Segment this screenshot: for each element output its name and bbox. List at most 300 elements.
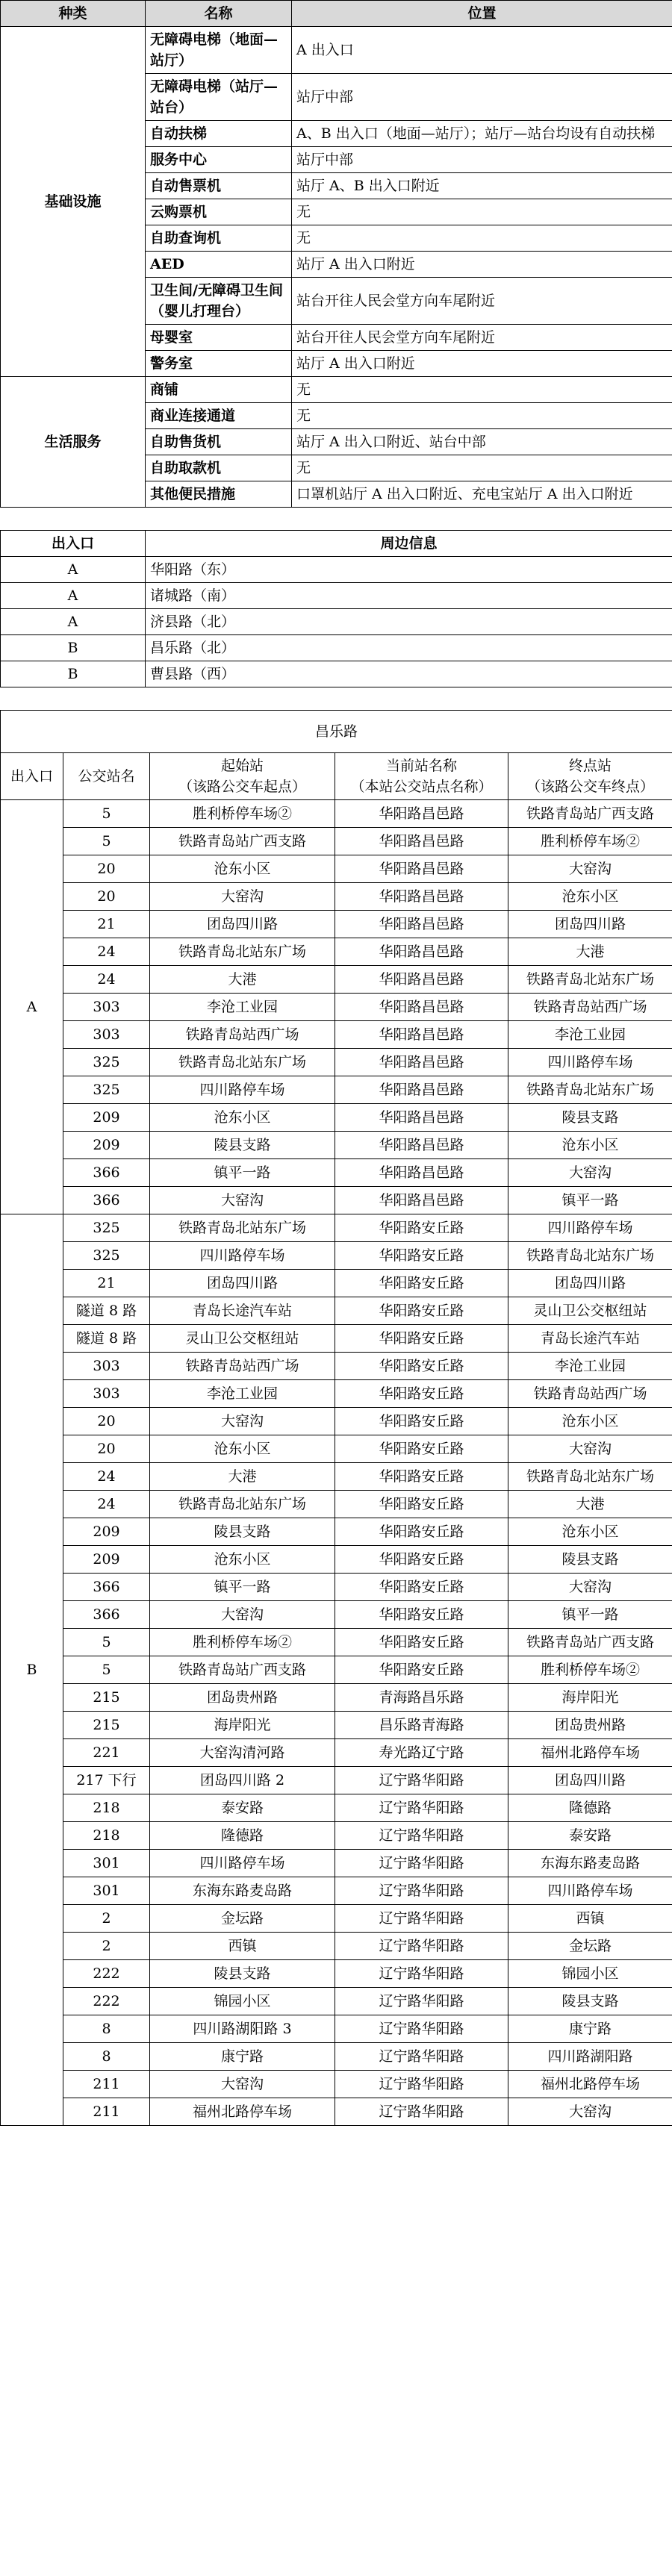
bus-current: 华阳路昌邑路	[335, 1132, 508, 1159]
bus-route: 20	[63, 1408, 150, 1435]
bus-start: 团岛四川路	[150, 1270, 335, 1297]
bus-route: 215	[63, 1712, 150, 1739]
exit-row	[1, 583, 672, 609]
facility-location: A 出入口	[292, 27, 672, 74]
bus-start: 海岸阳光	[150, 1712, 335, 1739]
bus-current: 华阳路安丘路	[335, 1353, 508, 1380]
bus-row	[1, 1380, 672, 1408]
bus-current: 华阳路昌邑路	[335, 966, 508, 994]
exit-row	[1, 635, 672, 661]
bus-current: 青海路昌乐路	[335, 1684, 508, 1712]
facility-location: 无	[292, 225, 672, 252]
bus-start: 陵县支路	[150, 1518, 335, 1546]
bus-route: 24	[63, 938, 150, 966]
bus-route: 21	[63, 1270, 150, 1297]
bus-current: 华阳路昌邑路	[335, 938, 508, 966]
bus-route: 211	[63, 2071, 150, 2098]
bus-route: 2	[63, 1905, 150, 1933]
facility-name: 自助售货机	[146, 429, 292, 455]
bus-start: 胜利桥停车场②	[150, 1629, 335, 1656]
bus-start: 四川路湖阳路 3	[150, 2015, 335, 2043]
bus-start: 大港	[150, 966, 335, 994]
bus-start: 铁路青岛站西广场	[150, 1021, 335, 1049]
bus-current: 华阳路昌邑路	[335, 1104, 508, 1132]
bus-start: 大窑沟	[150, 1601, 335, 1629]
bus-current: 华阳路昌邑路	[335, 1076, 508, 1104]
bus-start: 四川路停车场	[150, 1850, 335, 1877]
bus-route: 209	[63, 1518, 150, 1546]
bus-route: 24	[63, 1491, 150, 1518]
bus-current: 华阳路昌邑路	[335, 1021, 508, 1049]
bus-route: 24	[63, 966, 150, 994]
bus-row	[1, 1242, 672, 1270]
bus-current: 华阳路安丘路	[335, 1574, 508, 1601]
exit-label: A	[1, 609, 146, 635]
bus-route: 209	[63, 1546, 150, 1574]
exit-row	[1, 661, 672, 687]
bus-start: 镇平一路	[150, 1159, 335, 1187]
bus-row	[1, 1270, 672, 1297]
bus-end: 泰安路	[508, 1822, 672, 1850]
bus-row	[1, 1132, 672, 1159]
bus-row	[1, 1159, 672, 1187]
facility-name: 自助查询机	[146, 225, 292, 252]
bus-current: 华阳路安丘路	[335, 1629, 508, 1656]
facility-category: 生活服务	[1, 377, 146, 508]
facilities-header-row	[1, 1, 672, 27]
bus-start: 沧东小区	[150, 855, 335, 883]
bus-current: 辽宁路华阳路	[335, 1794, 508, 1822]
bus-route: 222	[63, 1988, 150, 2015]
bus-end: 铁路青岛北站东广场	[508, 1463, 672, 1491]
bus-end: 胜利桥停车场②	[508, 1656, 672, 1684]
bus-end: 镇平一路	[508, 1601, 672, 1629]
bus-end: 大港	[508, 1491, 672, 1518]
bus-route: 366	[63, 1187, 150, 1214]
bus-current: 华阳路安丘路	[335, 1380, 508, 1408]
bus-current: 辽宁路华阳路	[335, 1933, 508, 1960]
bus-current: 华阳路安丘路	[335, 1270, 508, 1297]
bus-end: 灵山卫公交枢纽站	[508, 1297, 672, 1325]
bus-row	[1, 2043, 672, 2071]
bus-end: 陵县支路	[508, 1546, 672, 1574]
bus-current: 华阳路安丘路	[335, 1601, 508, 1629]
bus-end: 大窑沟	[508, 855, 672, 883]
bus-start: 西镇	[150, 1933, 335, 1960]
facility-row	[1, 377, 672, 403]
bus-end: 铁路青岛站西广场	[508, 1380, 672, 1408]
bus-start: 四川路停车场	[150, 1076, 335, 1104]
header-bus-exit: 出入口	[1, 753, 63, 800]
facility-name: 自助取款机	[146, 455, 292, 481]
header-bus-end: 终点站 （该路公交车终点）	[508, 753, 672, 800]
bus-row	[1, 828, 672, 855]
exit-info: 曹县路（西）	[146, 661, 672, 687]
bus-row	[1, 1629, 672, 1656]
bus-route: 24	[63, 1463, 150, 1491]
exit-row	[1, 557, 672, 583]
bus-end: 胜利桥停车场②	[508, 828, 672, 855]
bus-current: 辽宁路华阳路	[335, 1877, 508, 1905]
bus-current: 辽宁路华阳路	[335, 1850, 508, 1877]
facility-location: 站厅 A 出入口附近、站台中部	[292, 429, 672, 455]
bus-route: 20	[63, 1435, 150, 1463]
bus-route: 8	[63, 2015, 150, 2043]
bus-row	[1, 911, 672, 938]
bus-current: 华阳路昌邑路	[335, 1049, 508, 1076]
bus-route: 303	[63, 1353, 150, 1380]
bus-current: 辽宁路华阳路	[335, 2071, 508, 2098]
exit-label: A	[1, 583, 146, 609]
bus-end: 大窑沟	[508, 1435, 672, 1463]
bus-route: 366	[63, 1159, 150, 1187]
bus-start: 团岛贵州路	[150, 1684, 335, 1712]
bus-route: 隧道 8 路	[63, 1325, 150, 1353]
bus-row	[1, 1076, 672, 1104]
bus-current: 华阳路安丘路	[335, 1242, 508, 1270]
bus-start: 福州北路停车场	[150, 2098, 335, 2126]
bus-row	[1, 1546, 672, 1574]
bus-route: 325	[63, 1242, 150, 1270]
bus-end: 金坛路	[508, 1933, 672, 1960]
bus-start: 青岛长途汽车站	[150, 1297, 335, 1325]
bus-current: 辽宁路华阳路	[335, 2098, 508, 2126]
bus-current: 华阳路安丘路	[335, 1297, 508, 1325]
bus-start: 大窑沟	[150, 1187, 335, 1214]
bus-current: 华阳路昌邑路	[335, 828, 508, 855]
bus-current: 辽宁路华阳路	[335, 1960, 508, 1988]
bus-end: 四川路停车场	[508, 1214, 672, 1242]
exit-row	[1, 609, 672, 635]
bus-start: 大窑沟	[150, 1408, 335, 1435]
bus-end: 铁路青岛北站东广场	[508, 1242, 672, 1270]
bus-station-title: 昌乐路	[1, 711, 672, 753]
bus-end: 团岛贵州路	[508, 1712, 672, 1739]
facility-location: 无	[292, 377, 672, 403]
bus-row	[1, 1601, 672, 1629]
facility-name: 自动扶梯	[146, 121, 292, 147]
bus-end: 青岛长途汽车站	[508, 1325, 672, 1353]
bus-end: 铁路青岛站西广场	[508, 994, 672, 1021]
bus-current: 寿光路辽宁路	[335, 1739, 508, 1767]
bus-start: 团岛四川路 2	[150, 1767, 335, 1794]
bus-start: 大窑沟	[150, 883, 335, 911]
bus-start: 锦园小区	[150, 1988, 335, 2015]
bus-start: 灵山卫公交枢纽站	[150, 1325, 335, 1353]
bus-start: 铁路青岛北站东广场	[150, 938, 335, 966]
bus-row	[1, 883, 672, 911]
bus-end: 铁路青岛北站东广场	[508, 1076, 672, 1104]
bus-row	[1, 1518, 672, 1546]
bus-current: 昌乐路青海路	[335, 1712, 508, 1739]
bus-end: 李沧工业园	[508, 1021, 672, 1049]
bus-row	[1, 1435, 672, 1463]
bus-row	[1, 1187, 672, 1214]
bus-title-row	[1, 711, 672, 753]
bus-row	[1, 1574, 672, 1601]
bus-route: 366	[63, 1601, 150, 1629]
exit-info: 诸城路（南）	[146, 583, 672, 609]
bus-start: 铁路青岛北站东广场	[150, 1049, 335, 1076]
bus-end: 大港	[508, 938, 672, 966]
facility-name: 商铺	[146, 377, 292, 403]
bus-start: 金坛路	[150, 1905, 335, 1933]
bus-start: 康宁路	[150, 2043, 335, 2071]
bus-current: 华阳路安丘路	[335, 1325, 508, 1353]
bus-end: 沧东小区	[508, 883, 672, 911]
bus-current: 华阳路安丘路	[335, 1546, 508, 1574]
bus-current: 华阳路安丘路	[335, 1656, 508, 1684]
bus-route: 209	[63, 1132, 150, 1159]
facility-location: 站厅 A 出入口附近	[292, 252, 672, 278]
bus-route: 301	[63, 1850, 150, 1877]
facility-location: 站厅 A、B 出入口附近	[292, 173, 672, 199]
bus-route: 325	[63, 1214, 150, 1242]
bus-route: 218	[63, 1822, 150, 1850]
facility-location: 无	[292, 403, 672, 429]
bus-row	[1, 2071, 672, 2098]
bus-row	[1, 1877, 672, 1905]
bus-route: 隧道 8 路	[63, 1297, 150, 1325]
bus-route: 2	[63, 1933, 150, 1960]
bus-row	[1, 1960, 672, 1988]
facility-name: 警务室	[146, 351, 292, 377]
bus-route: 215	[63, 1684, 150, 1712]
bus-row	[1, 1463, 672, 1491]
bus-current: 辽宁路华阳路	[335, 1822, 508, 1850]
bus-route: 303	[63, 1380, 150, 1408]
bus-route: 325	[63, 1049, 150, 1076]
bus-end: 海岸阳光	[508, 1684, 672, 1712]
bus-current: 华阳路安丘路	[335, 1491, 508, 1518]
bus-end: 陵县支路	[508, 1988, 672, 2015]
facility-location: 站台开往人民会堂方向车尾附近	[292, 278, 672, 325]
bus-current: 华阳路安丘路	[335, 1518, 508, 1546]
bus-row	[1, 1988, 672, 2015]
bus-current: 华阳路昌邑路	[335, 800, 508, 828]
bus-current: 华阳路安丘路	[335, 1435, 508, 1463]
bus-end: 团岛四川路	[508, 911, 672, 938]
facility-location: 站厅中部	[292, 74, 672, 121]
bus-row	[1, 1684, 672, 1712]
bus-end: 镇平一路	[508, 1187, 672, 1214]
bus-row	[1, 1712, 672, 1739]
bus-start: 隆德路	[150, 1822, 335, 1850]
bus-end: 团岛四川路	[508, 1767, 672, 1794]
bus-route: 5	[63, 1629, 150, 1656]
exit-info: 济县路（北）	[146, 609, 672, 635]
bus-start: 四川路停车场	[150, 1242, 335, 1270]
bus-end: 四川路停车场	[508, 1877, 672, 1905]
bus-route: 325	[63, 1076, 150, 1104]
bus-start: 铁路青岛站广西支路	[150, 1656, 335, 1684]
bus-current: 华阳路安丘路	[335, 1408, 508, 1435]
header-surroundings: 周边信息	[146, 531, 672, 557]
exits-header-row	[1, 531, 672, 557]
facility-name: 自动售票机	[146, 173, 292, 199]
bus-end: 福州北路停车场	[508, 1739, 672, 1767]
header-exit: 出入口	[1, 531, 146, 557]
bus-row	[1, 1794, 672, 1822]
bus-end: 西镇	[508, 1905, 672, 1933]
bus-start: 李沧工业园	[150, 994, 335, 1021]
bus-current: 辽宁路华阳路	[335, 2015, 508, 2043]
bus-row	[1, 2098, 672, 2126]
bus-row	[1, 855, 672, 883]
bus-end: 铁路青岛站广西支路	[508, 800, 672, 828]
header-category: 种类	[1, 1, 146, 27]
facility-location: 站厅中部	[292, 147, 672, 173]
facility-name: 服务中心	[146, 147, 292, 173]
bus-row	[1, 1656, 672, 1684]
bus-end: 隆德路	[508, 1794, 672, 1822]
bus-end: 福州北路停车场	[508, 2071, 672, 2098]
bus-row	[1, 994, 672, 1021]
header-bus-route: 公交站名	[63, 753, 150, 800]
facility-location: 无	[292, 199, 672, 225]
header-bus-start: 起始站 （该路公交车起点）	[150, 753, 335, 800]
bus-row	[1, 1353, 672, 1380]
bus-row	[1, 2015, 672, 2043]
bus-end: 康宁路	[508, 2015, 672, 2043]
bus-route: 5	[63, 1656, 150, 1684]
bus-start: 沧东小区	[150, 1435, 335, 1463]
facility-name: 其他便民措施	[146, 481, 292, 508]
bus-start: 泰安路	[150, 1794, 335, 1822]
bus-route: 303	[63, 1021, 150, 1049]
bus-start: 大港	[150, 1463, 335, 1491]
bus-row	[1, 1297, 672, 1325]
facility-name: 云购票机	[146, 199, 292, 225]
bus-route: 222	[63, 1960, 150, 1988]
bus-start: 镇平一路	[150, 1574, 335, 1601]
bus-row	[1, 1822, 672, 1850]
bus-route: 211	[63, 2098, 150, 2126]
bus-start: 团岛四川路	[150, 911, 335, 938]
bus-current: 辽宁路华阳路	[335, 1988, 508, 2015]
bus-row	[1, 1739, 672, 1767]
bus-table	[0, 710, 672, 2126]
bus-row	[1, 1104, 672, 1132]
bus-row	[1, 938, 672, 966]
bus-current: 华阳路昌邑路	[335, 883, 508, 911]
facility-location: 口罩机站厅 A 出入口附近、充电宝站厅 A 出入口附近	[292, 481, 672, 508]
bus-end: 大窑沟	[508, 1574, 672, 1601]
bus-route: 301	[63, 1877, 150, 1905]
bus-row	[1, 1049, 672, 1076]
facility-location: 站厅 A 出入口附近	[292, 351, 672, 377]
bus-row	[1, 1021, 672, 1049]
bus-route: 21	[63, 911, 150, 938]
bus-end: 陵县支路	[508, 1104, 672, 1132]
facility-location: 站台开往人民会堂方向车尾附近	[292, 325, 672, 351]
bus-end: 四川路停车场	[508, 1049, 672, 1076]
bus-start: 铁路青岛站广西支路	[150, 828, 335, 855]
bus-current: 华阳路昌邑路	[335, 1159, 508, 1187]
bus-end: 大窑沟	[508, 1159, 672, 1187]
bus-current: 华阳路昌邑路	[335, 855, 508, 883]
facility-row	[1, 27, 672, 74]
bus-row	[1, 1767, 672, 1794]
bus-row	[1, 1408, 672, 1435]
bus-end: 沧东小区	[508, 1132, 672, 1159]
bus-start: 沧东小区	[150, 1546, 335, 1574]
facility-name: 卫生间/无障碍卫生间（婴儿打理台）	[146, 278, 292, 325]
bus-end: 东海东路麦岛路	[508, 1850, 672, 1877]
bus-route: 5	[63, 828, 150, 855]
bus-row	[1, 1933, 672, 1960]
bus-current: 华阳路安丘路	[335, 1463, 508, 1491]
facility-location: A、B 出入口（地面—站厅）；站厅—站台均设有自动扶梯	[292, 121, 672, 147]
bus-start: 沧东小区	[150, 1104, 335, 1132]
bus-route: 20	[63, 855, 150, 883]
section-gap	[0, 508, 672, 530]
bus-current: 辽宁路华阳路	[335, 1767, 508, 1794]
bus-current: 华阳路昌邑路	[335, 1187, 508, 1214]
bus-row	[1, 1905, 672, 1933]
bus-route: 20	[63, 883, 150, 911]
bus-exit: B	[1, 1214, 63, 2126]
bus-exit: A	[1, 800, 63, 1214]
exit-label: A	[1, 557, 146, 583]
bus-current: 华阳路昌邑路	[335, 994, 508, 1021]
section-gap	[0, 687, 672, 710]
bus-start: 东海东路麦岛路	[150, 1877, 335, 1905]
bus-end: 沧东小区	[508, 1518, 672, 1546]
facility-name: 母婴室	[146, 325, 292, 351]
bus-end: 大窑沟	[508, 2098, 672, 2126]
bus-current: 华阳路安丘路	[335, 1214, 508, 1242]
facilities-table	[0, 0, 672, 508]
facility-location: 无	[292, 455, 672, 481]
bus-current: 辽宁路华阳路	[335, 1905, 508, 1933]
bus-row	[1, 1214, 672, 1242]
bus-start: 李沧工业园	[150, 1380, 335, 1408]
bus-end: 李沧工业园	[508, 1353, 672, 1380]
bus-start: 铁路青岛北站东广场	[150, 1491, 335, 1518]
exit-info: 昌乐路（北）	[146, 635, 672, 661]
bus-header-row	[1, 753, 672, 800]
exit-info: 华阳路（东）	[146, 557, 672, 583]
bus-route: 217 下行	[63, 1767, 150, 1794]
bus-route: 5	[63, 800, 150, 828]
bus-end: 团岛四川路	[508, 1270, 672, 1297]
bus-end: 铁路青岛北站东广场	[508, 966, 672, 994]
facility-name: 商业连接通道	[146, 403, 292, 429]
facility-name: 无障碍电梯（站厅—站台）	[146, 74, 292, 121]
header-bus-current: 当前站名称 （本站公交站点名称）	[335, 753, 508, 800]
bus-route: 221	[63, 1739, 150, 1767]
bus-start: 大窑沟清河路	[150, 1739, 335, 1767]
bus-end: 沧东小区	[508, 1408, 672, 1435]
bus-start: 胜利桥停车场②	[150, 800, 335, 828]
bus-row	[1, 800, 672, 828]
exits-table	[0, 530, 672, 687]
bus-end: 铁路青岛站广西支路	[508, 1629, 672, 1656]
bus-row	[1, 1491, 672, 1518]
bus-route: 303	[63, 994, 150, 1021]
bus-route: 8	[63, 2043, 150, 2071]
exit-label: B	[1, 661, 146, 687]
bus-start: 陵县支路	[150, 1132, 335, 1159]
bus-start: 大窑沟	[150, 2071, 335, 2098]
bus-current: 华阳路昌邑路	[335, 911, 508, 938]
bus-row	[1, 966, 672, 994]
facility-category: 基础设施	[1, 27, 146, 377]
facility-name: AED	[146, 252, 292, 278]
bus-row	[1, 1325, 672, 1353]
bus-route: 218	[63, 1794, 150, 1822]
